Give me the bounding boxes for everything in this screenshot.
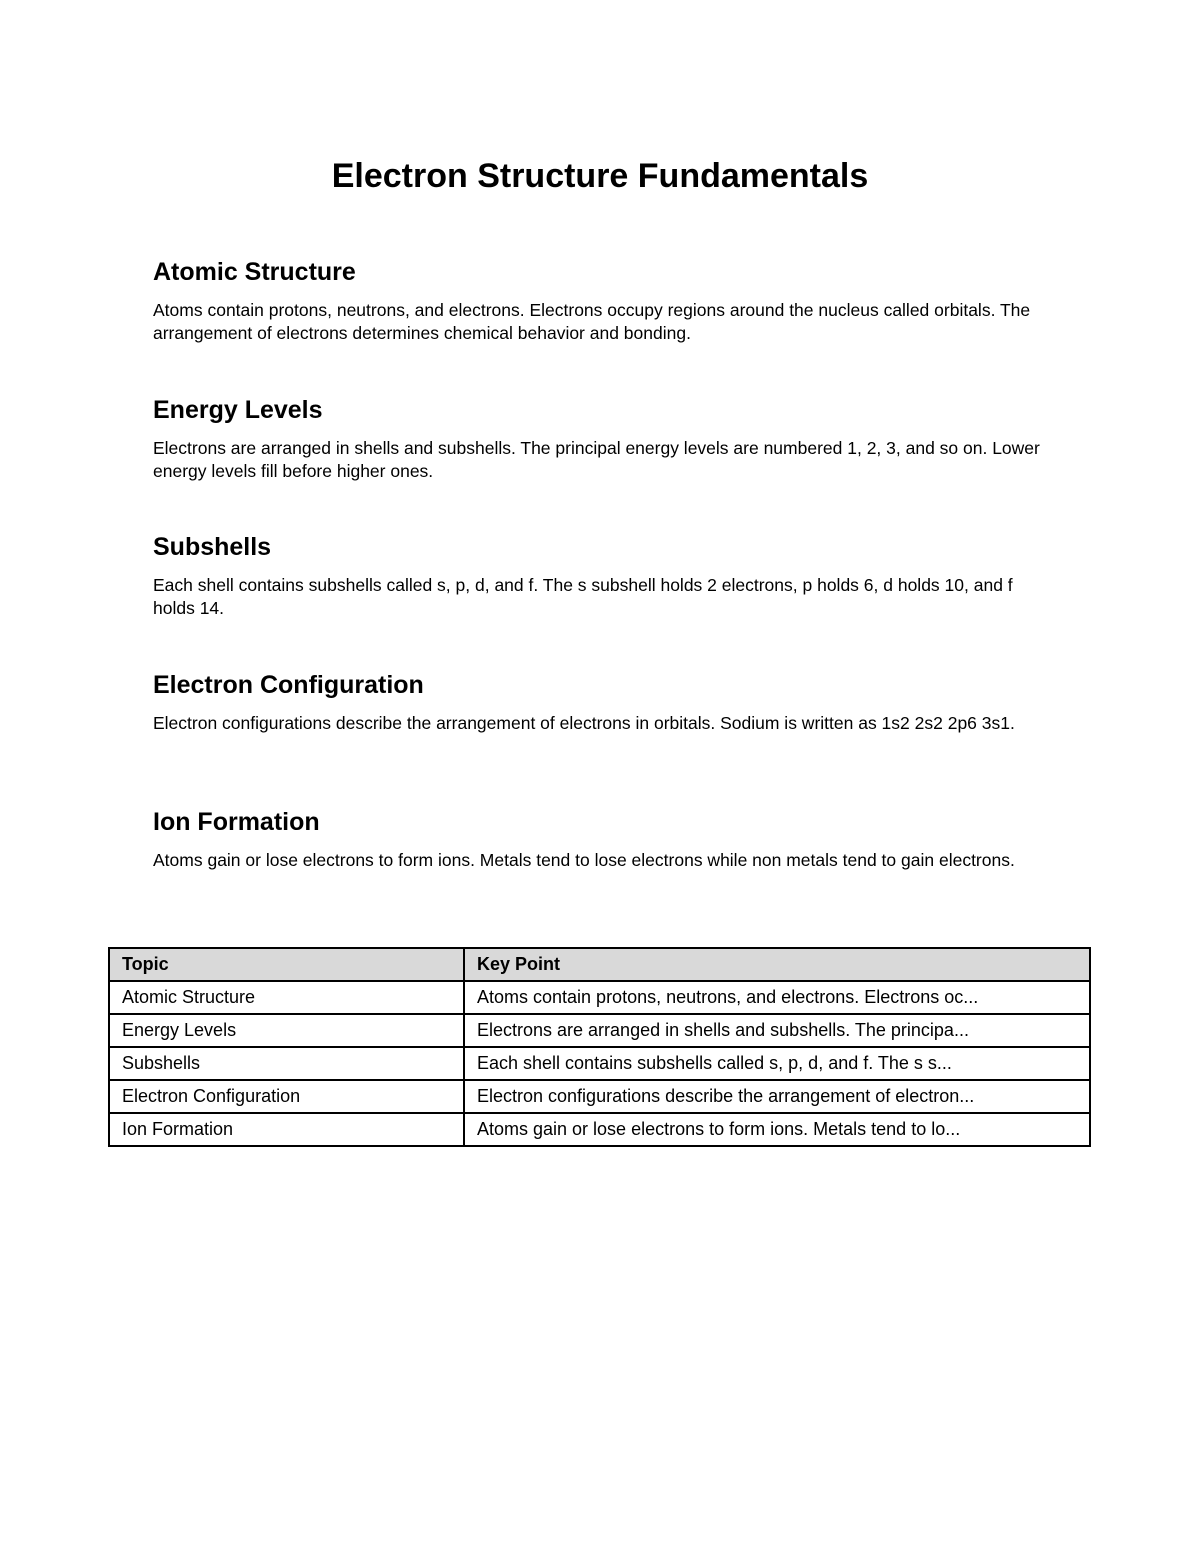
cell-key-point: Electron configurations describe the arrangement of electron... <box>464 1080 1090 1113</box>
section-atomic-structure <box>153 255 1053 393</box>
table-row <box>109 1080 1090 1113</box>
header-key-point: Key Point <box>464 948 1090 981</box>
section-body: Atoms gain or lose electrons to form ions. Metals tend to lose electrons while non metals tend to gain electrons. <box>153 850 1015 870</box>
section-electron-configuration <box>153 668 1053 806</box>
cell-key-point: Atoms contain protons, neutrons, and electrons. Electrons oc... <box>464 981 1090 1014</box>
section-energy-levels <box>153 393 1053 531</box>
section-body: Atoms contain protons, neutrons, and electrons. Electrons occupy regions around the nucleus called orbitals. The arrangement of electrons determines chemical behavior and bonding. <box>153 300 1031 343</box>
section-body: Each shell contains subshells called s, p, d, and f. The s subshell holds 2 electrons, p holds 6, d holds 10, and f holds 14. <box>153 575 1013 618</box>
cell-topic: Ion Formation <box>109 1113 464 1146</box>
table-row <box>109 1113 1090 1146</box>
table-row <box>109 1014 1090 1047</box>
table-row <box>109 1047 1090 1080</box>
section-subshells <box>153 530 1053 668</box>
table-row <box>109 981 1090 1014</box>
section-ion-formation <box>153 805 1053 943</box>
summary-table <box>108 947 1091 1147</box>
section-heading: Subshells <box>153 533 272 561</box>
section-heading: Atomic Structure <box>153 258 356 286</box>
cell-key-point: Electrons are arranged in shells and subshells. The principa... <box>464 1014 1090 1047</box>
section-heading: Electron Configuration <box>153 670 424 699</box>
cell-topic: Electron Configuration <box>109 1080 464 1113</box>
header-topic: Topic <box>109 948 464 981</box>
cell-key-point: Atoms gain or lose electrons to form ions. Metals tend to lo... <box>464 1113 1090 1146</box>
section-body: Electron configurations describe the arrangement of electrons in orbitals. Sodium is written as 1s2 2s2 2p6 3s1. <box>153 712 1015 733</box>
document-title: Electron Structure Fundamentals <box>331 157 869 195</box>
sections-container <box>153 255 1053 943</box>
section-body: Electrons are arranged in shells and subshells. The principal energy levels are numbered 1, 2, 3, and so on. Lower energy levels fill before higher ones. <box>153 437 1040 481</box>
cell-key-point: Each shell contains subshells called s, p, d, and f. The s s... <box>464 1047 1090 1080</box>
cell-topic: Subshells <box>109 1047 464 1080</box>
section-heading: Ion Formation <box>153 808 320 836</box>
section-heading: Energy Levels <box>153 395 323 424</box>
cell-topic: Energy Levels <box>109 1014 464 1047</box>
table-header-row <box>109 948 1090 981</box>
cell-topic: Atomic Structure <box>109 981 464 1014</box>
